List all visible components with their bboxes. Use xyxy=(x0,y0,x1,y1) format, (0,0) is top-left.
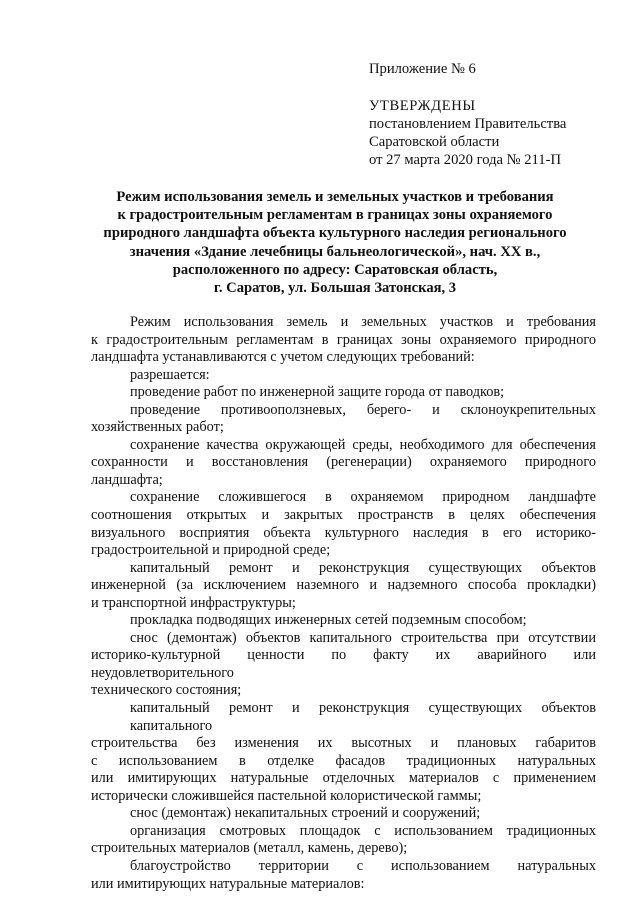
approval-stamp xyxy=(369,60,619,169)
body-text-line: строительства без изменения их высотных и плановых габаритов xyxy=(91,735,596,752)
body-text-line: историко-культурной ценности по факту их аварийного или неудовлетворительного xyxy=(91,647,596,681)
body-text-line: хозяйственных работ; xyxy=(91,419,224,436)
title-line: г. Саратов, ул. Большая Затонская, 3 xyxy=(213,280,457,297)
body-text-line: и транспортной инфраструктуры; xyxy=(91,594,296,611)
body-text-line: градостроительной и природной среде; xyxy=(91,542,331,559)
title-line: Режим использования земель и земельных участков и требования xyxy=(116,189,554,205)
title-line: расположенного по адресу: Саратовская область, xyxy=(172,261,498,278)
appendix-number: Приложение № 6 xyxy=(369,61,476,77)
body-text-line: сохранности и восстановления (регенерации) охраняемого природного xyxy=(91,454,596,471)
body-text-line: снос (демонтаж) объектов капитального строительства при отсутствии xyxy=(130,629,596,646)
title-line: к градостроительным регламентам в границах зоны охраняемого xyxy=(117,207,553,224)
body-text-line: прокладка подводящих инженерных сетей подземным способом; xyxy=(130,612,527,629)
approval-line: Саратовской области xyxy=(369,134,500,150)
body-text-line: Режим использования земель и земельных участков и требования xyxy=(130,314,596,330)
title-line: значения «Здание лечебницы бальнеологической», нач. XX в., xyxy=(129,243,541,260)
body-text-line: сохранение сложившегося в охраняемом природном ландшафте xyxy=(130,489,596,506)
body-text-line: или имитирующих натуральные отделочных материалов с применением xyxy=(91,770,596,787)
body-text-line: проведение противооползневых, берего- и склоноукрепительных xyxy=(130,401,596,418)
approval-line: от 27 марта 2020 года № 211-П xyxy=(369,152,561,168)
body-text-line: визуального восприятия объекта культурного наследия в его историко- xyxy=(91,524,596,541)
body-text-line: организация смотровых площадок с использованием традиционных xyxy=(130,822,596,839)
body-text-line: строительных материалов (металл, камень, дерево); xyxy=(91,840,408,857)
document-title xyxy=(80,188,590,297)
approved-heading: УТВЕРЖДЕНЫ xyxy=(369,98,476,114)
body-text-line: проведение работ по инженерной защите города от паводков; xyxy=(130,384,505,401)
body-text-line: инженерной (за исключением наземного и надземного способа прокладки) xyxy=(91,577,596,594)
title-line: природного ландшафта объекта культурного наследия регионального xyxy=(103,225,567,242)
body-text-line: разрешается: xyxy=(130,366,210,383)
body-text-line: к градостроительным регламентам в границах зоны охраняемого природного xyxy=(91,331,596,348)
body-text-line: соотношения открытых и закрытых пространств в целях обеспечения xyxy=(91,507,596,524)
body-text-line: исторически сложившейся пастельной колористической гаммы; xyxy=(91,787,482,804)
body-text-line: технического состояния; xyxy=(91,682,242,699)
body-text-line: капитальный ремонт и реконструкция существующих объектов xyxy=(130,559,596,576)
body-text-line: ландшафта устанавливаются с учетом следующих требований: xyxy=(91,349,475,366)
approval-line: постановлением Правительства xyxy=(369,116,567,132)
body-text-line: капитальный ремонт и реконструкция существующих объектов капитального xyxy=(130,700,596,734)
body-text-line: благоустройство территории с использованием натуральных xyxy=(130,857,596,874)
body-text-line: ландшафта; xyxy=(91,471,163,488)
body-text-line: снос (демонтаж) некапитальных строений и сооружений; xyxy=(130,805,481,822)
body-text-line: сохранение качества окружающей среды, необходимого для обеспечения xyxy=(130,436,596,453)
document-body xyxy=(91,314,596,893)
body-text-line: или имитирующих натуральные материалов: xyxy=(91,875,365,892)
body-text-line: с использованием в отделке фасадов традиционных натуральных xyxy=(91,752,596,769)
